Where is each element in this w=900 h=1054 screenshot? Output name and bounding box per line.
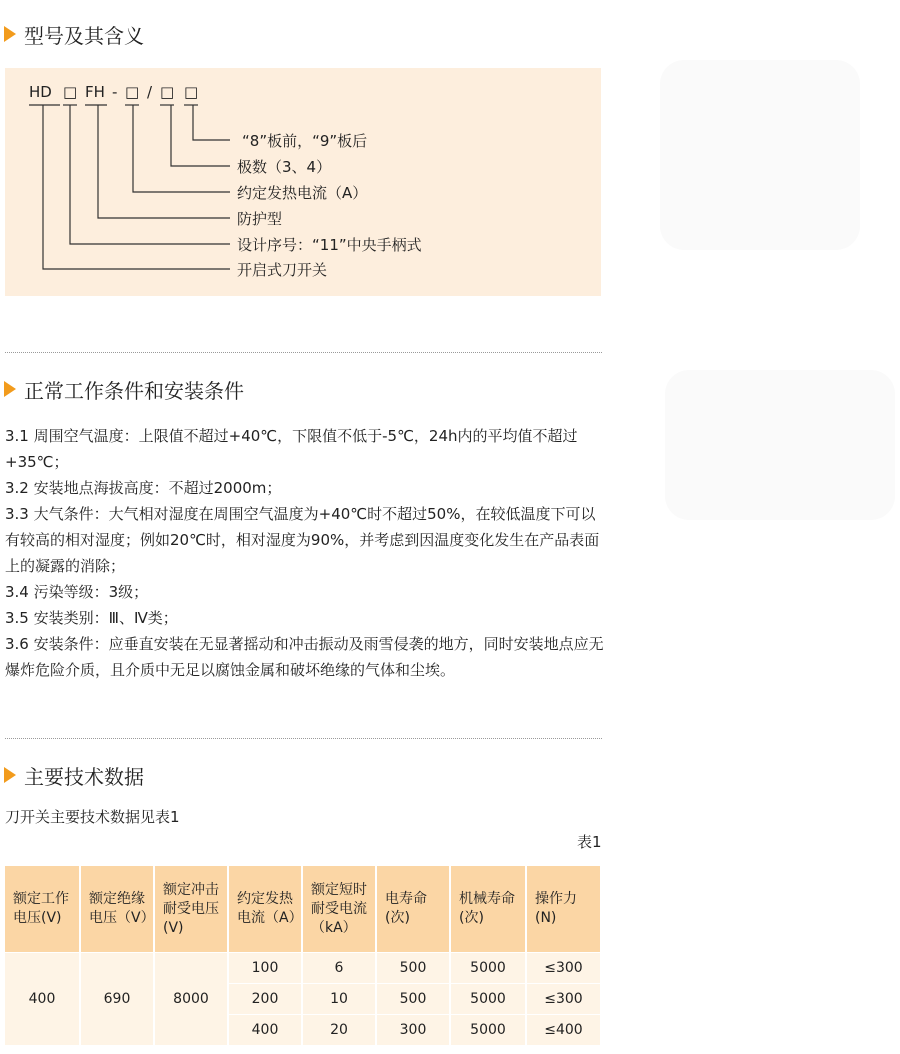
table-cell: 300 bbox=[376, 1015, 450, 1046]
table-cell: 690 bbox=[80, 953, 154, 1046]
section-title: 型号及其含义 bbox=[24, 23, 144, 48]
model-code-diagram bbox=[5, 68, 601, 296]
table-header: 额定绝缘电压（V） bbox=[80, 866, 154, 953]
table-cell: 5000 bbox=[450, 1015, 526, 1046]
table-header: 额定冲击耐受电压(V) bbox=[154, 866, 228, 953]
table-number: 表1 bbox=[577, 833, 602, 851]
code-label: 极数（3、4） bbox=[237, 158, 332, 176]
dotted-divider bbox=[5, 738, 602, 739]
table-cell: ≤300 bbox=[526, 953, 601, 984]
code-part: FH bbox=[85, 83, 105, 101]
background-shape bbox=[660, 60, 860, 250]
spec-table bbox=[5, 866, 602, 1045]
condition-item: 3.4 污染等级：3级； bbox=[5, 583, 149, 601]
table-cell: 20 bbox=[302, 1015, 376, 1046]
code-part: - bbox=[112, 83, 118, 101]
table-cell: ≤300 bbox=[526, 984, 601, 1015]
triangle-bullet-icon bbox=[4, 26, 16, 42]
table-cell: 5000 bbox=[450, 984, 526, 1015]
condition-item: 3.2 安装地点海拔高度：不超过2000m； bbox=[5, 479, 282, 497]
table-cell: 6 bbox=[302, 953, 376, 984]
table-cell: 200 bbox=[228, 984, 302, 1015]
table-cell: 400 bbox=[228, 1015, 302, 1046]
triangle-bullet-icon bbox=[4, 381, 16, 397]
table-header-row bbox=[5, 866, 601, 953]
table-cell: 400 bbox=[5, 953, 80, 1046]
code-part: / bbox=[147, 83, 153, 101]
condition-item: 3.3 大气条件：大气相对湿度在周围空气温度为+40℃时不超过50%，在较低温度下可以有较高的相对湿度；例如20℃时，相对湿度为90%，并考虑到因温度变化发生在产品表面上的凝露的消除； bbox=[5, 505, 600, 575]
table-header: 操作力(N) bbox=[526, 866, 601, 953]
table-header: 约定发热电流（A） bbox=[228, 866, 302, 953]
condition-item: 3.1 周围空气温度：上限值不超过+40℃，下限值不低于-5℃，24h内的平均值不超过+35℃； bbox=[5, 427, 578, 471]
section-heading-conditions bbox=[4, 376, 244, 402]
triangle-bullet-icon bbox=[4, 767, 16, 783]
table-cell: 500 bbox=[376, 953, 450, 984]
code-part: □ bbox=[184, 83, 199, 101]
dotted-divider bbox=[5, 352, 602, 353]
conditions-text bbox=[5, 423, 605, 683]
table-cell: ≤400 bbox=[526, 1015, 601, 1046]
table-header: 额定工作电压(V) bbox=[5, 866, 80, 953]
section-heading-specs bbox=[4, 762, 144, 788]
table-intro: 刀开关主要技术数据见表1 bbox=[5, 808, 180, 826]
code-label: 约定发热电流（A） bbox=[237, 184, 368, 202]
table-cell: 100 bbox=[228, 953, 302, 984]
code-label: “8”板前，“9”板后 bbox=[242, 132, 368, 150]
code-label: 开启式刀开关 bbox=[237, 261, 328, 279]
section-heading-model bbox=[4, 21, 144, 47]
code-label: 防护型 bbox=[237, 210, 283, 228]
section-title: 正常工作条件和安装条件 bbox=[24, 378, 244, 403]
table-cell: 8000 bbox=[154, 953, 228, 1046]
code-part: □ bbox=[125, 83, 140, 101]
condition-item: 3.5 安装类别：Ⅲ、Ⅳ类； bbox=[5, 609, 178, 627]
table-row bbox=[5, 953, 601, 984]
code-part: □ bbox=[160, 83, 175, 101]
condition-item: 3.6 安装条件：应垂直安装在无显著摇动和冲击振动及雨雪侵袭的地方，同时安装地点应无爆炸危险介质，且介质中无足以腐蚀金属和破坏绝缘的气体和尘埃。 bbox=[5, 635, 604, 679]
background-shape bbox=[665, 370, 895, 520]
table-cell: 500 bbox=[376, 984, 450, 1015]
table-header: 额定短时耐受电流（kA） bbox=[302, 866, 376, 953]
table-header: 电寿命(次) bbox=[376, 866, 450, 953]
code-part: HD bbox=[29, 83, 52, 101]
code-label: 设计序号：“11”中央手柄式 bbox=[237, 236, 422, 254]
section-title: 主要技术数据 bbox=[24, 764, 144, 789]
table-cell: 10 bbox=[302, 984, 376, 1015]
code-part: □ bbox=[63, 83, 78, 101]
table-header: 机械寿命(次) bbox=[450, 866, 526, 953]
table-cell: 5000 bbox=[450, 953, 526, 984]
